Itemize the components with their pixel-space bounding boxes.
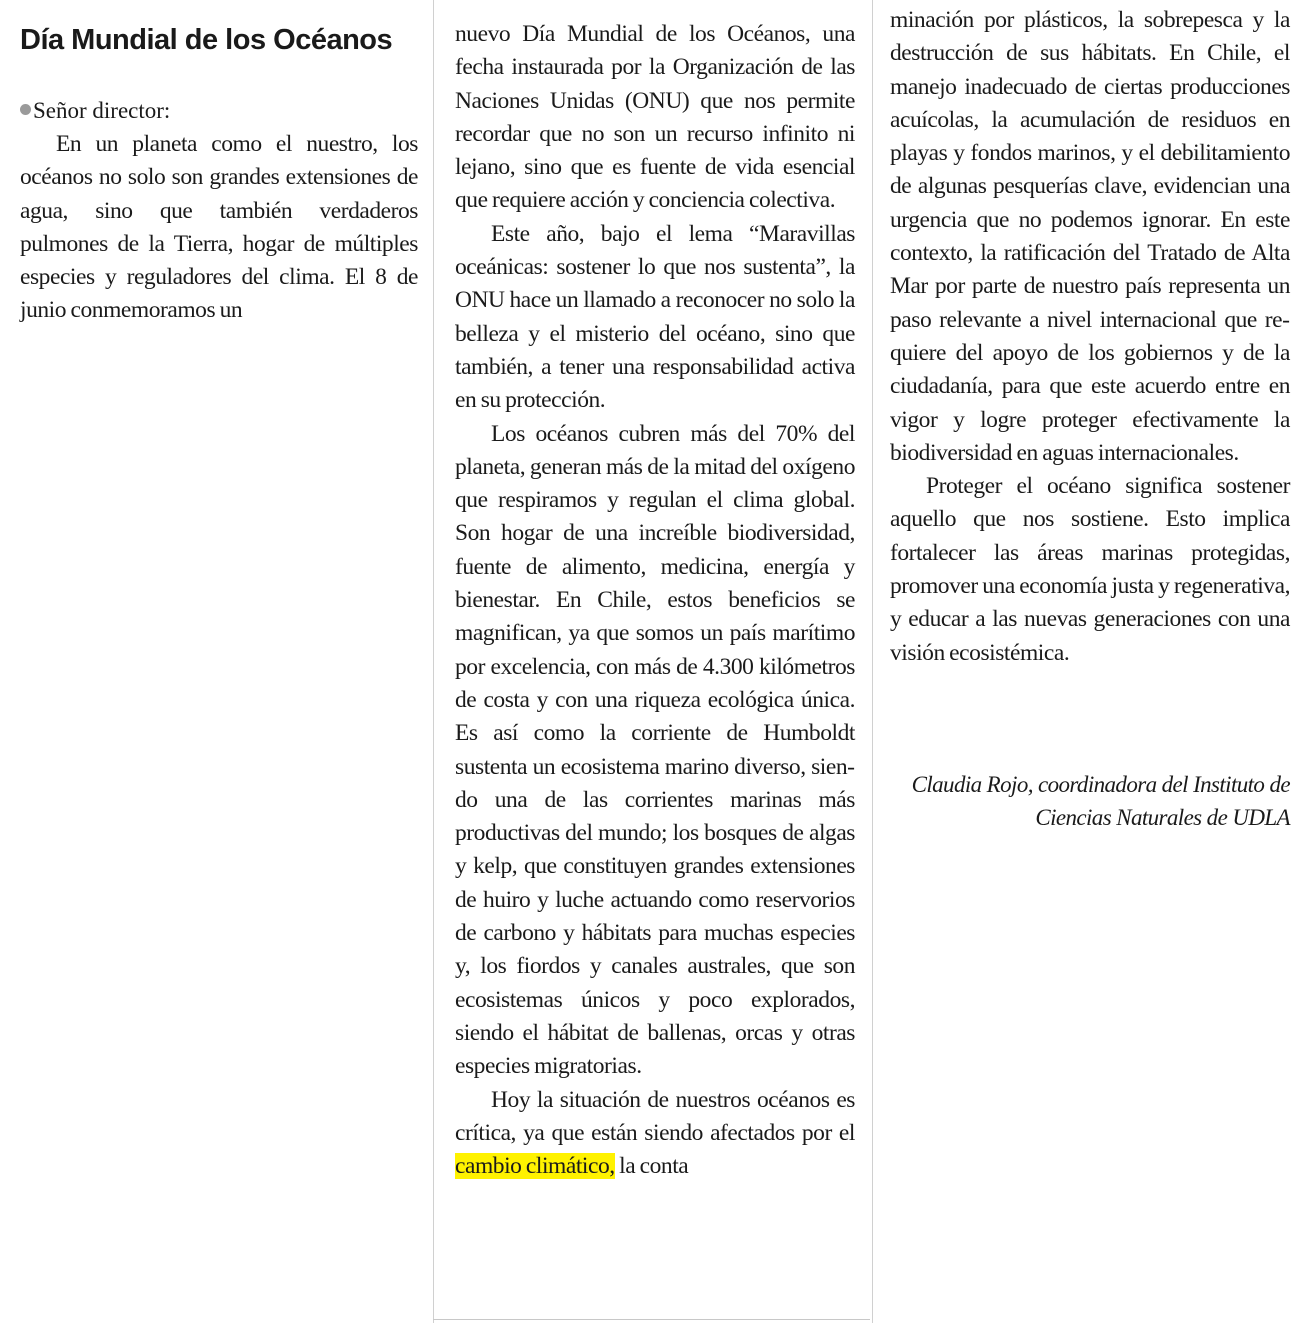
highlighted-phrase: cambio climático,: [455, 1153, 615, 1180]
column-divider: [872, 0, 873, 1323]
paragraph-1-end: nuevo Día Mundial de los Océanos, una fecha instaurada por la Organización de las Naciones Unidas (ONU) que nos permite recordar que no son un recurso infinito ni lejano, sino que es fuente de vida esencial que requiere acción y conciencia colectiva.: [455, 21, 855, 214]
column-3-text: [890, 4, 1290, 670]
salutation: [20, 96, 170, 126]
paragraph-4-start: [455, 1084, 855, 1184]
bullet-icon: [20, 104, 31, 115]
author-signature: Claudia Rojo, coordinadora del Instituto de Ciencias Naturales de UDLA: [911, 772, 1290, 830]
column-divider: [433, 0, 434, 1323]
paragraph-2: Este año, bajo el lema “Maravillas oceánicas: sostener lo que nos sustenta”, la ONU hace un llamado a reconocer no solo la belleza y el misterio del océano, sino que también, a tener una responsabilidad activa en su protección.: [455, 220, 855, 414]
column-2-text: [455, 18, 855, 1183]
article-title: Día Mundial de los Océanos: [20, 24, 393, 56]
salutation-text: Señor director:: [33, 98, 171, 123]
paragraph-3: Los océanos cubren más del 70% del planeta, generan más de la mitad del oxígeno que respiramos y regulan el clima global. Son hogar de una increíble biodiversidad, fuente de alimento, medicina, energía y bienestar. En Chile, estos beneficios se magnifican, ya que somos un país marítimo por excelencia, con más de 4.300 kilómetros de costa y con una riqueza ecológica única. Es así como la corriente de Humboldt sustenta un ecosistema marino diverso, siendo una de las corrientes marinas más productivas del mundo; los bosques de algas y kelp, que constituyen grandes extensiones de huiro y luche actuando como reservorios de carbono y hábitats para muchas especies y, los fiordos y canales australes, que son ecosistemas únicos y poco explorados, siendo el hábitat de ballenas, orcas y otras especies migratorias.: [455, 420, 855, 1080]
paragraph-4-text: la conta: [614, 1153, 689, 1180]
paragraph-1-start: En un planeta como el nuestro, los océanos no solo son grandes extensiones de agua, sino que también verdaderos pulmones de la Tierra, hogar de múltiples especies y reguladores del clima. El 8 de junio conmemoramos un: [20, 131, 418, 324]
bottom-divider: [433, 1319, 870, 1320]
paragraph-4-end: minación por plásticos, la sobrepesca y la destrucción de sus hábitats. En Chile, el manejo inadecuado de ciertas producciones acuícolas, la acumulación de residuos en playas y fondos marinos, y el debilitamiento de algunas pesquerías clave, evidencian una urgencia que no podemos ignorar. En este contexto, la ratificación del Tratado de Alta Mar por parte de nuestro país representa un paso relevante a nivel internacional que requiere del apoyo de los gobiernos y de la ciudadanía, para que este acuerdo entre en vigor y logre proteger efectivamente la biodiversidad en aguas internacionales.: [890, 7, 1290, 466]
paragraph-5: Proteger el océano significa sostener aquello que nos sostiene. Esto implica fortalecer las áreas marinas protegidas, promover una economía justa y regenerativa, y educar a las nuevas generaciones con una visión ecosistémica.: [890, 473, 1290, 666]
paragraph-4-text: Hoy la situación de nuestros océanos es crítica, ya que están siendo afectados por el: [455, 1086, 855, 1146]
